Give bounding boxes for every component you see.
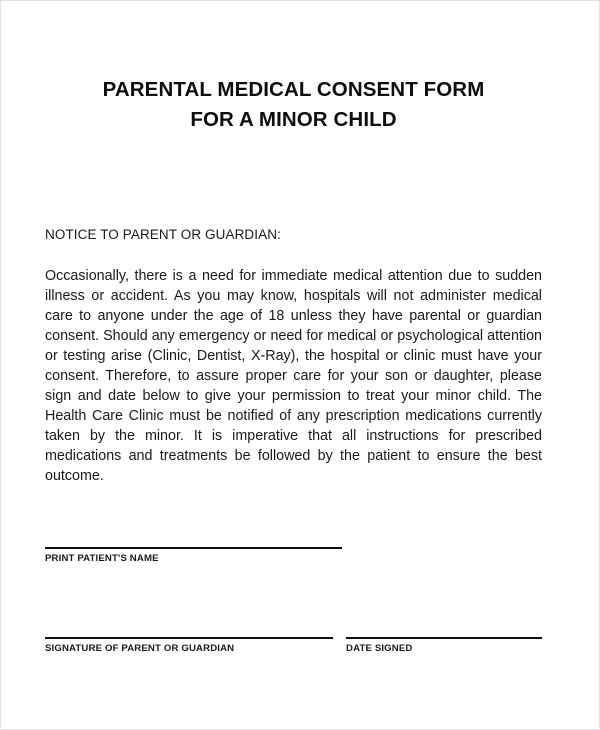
signature-field[interactable] (45, 637, 333, 654)
print-patient-name-field[interactable] (45, 547, 342, 564)
print-patient-name-caption: PRINT PATIENT'S NAME (45, 553, 159, 564)
signature-caption: SIGNATURE OF PARENT OR GUARDIAN (45, 643, 235, 654)
page-title (45, 75, 542, 135)
print-patient-name-rule (45, 547, 342, 549)
title-line-1: PARENTAL MEDICAL CONSENT FORM (102, 78, 485, 101)
body-paragraph: Occasionally, there is a need for immediate medical attention due to sudden illness or accident. As you may know, hospitals will not administer medical care to anyone under the age of 18 unless they have parental or guardian consent. Should any emergency or need for medical or psychological attention or testing arise (Clinic, Dentist, X-Ray), the hospital or clinic must have your consent. Therefore, to assure proper care for your son or daughter, please sign and date below to give your permission to treat your minor child. The Health Care Clinic must be notified of any prescription medications currently taken by the minor. It is imperative that all instructions for prescribed medications and treatments be followed by the patient to ensure the best outcome. (45, 268, 542, 484)
title-line-2: FOR A MINOR CHILD (190, 108, 397, 131)
date-signed-field[interactable] (346, 637, 542, 654)
notice-heading: NOTICE TO PARENT OR GUARDIAN: (45, 227, 281, 242)
signature-row (45, 637, 542, 654)
date-signed-rule (346, 637, 542, 639)
signature-rule (45, 637, 333, 639)
document-content (45, 1, 542, 486)
date-signed-caption: DATE SIGNED (346, 643, 413, 654)
